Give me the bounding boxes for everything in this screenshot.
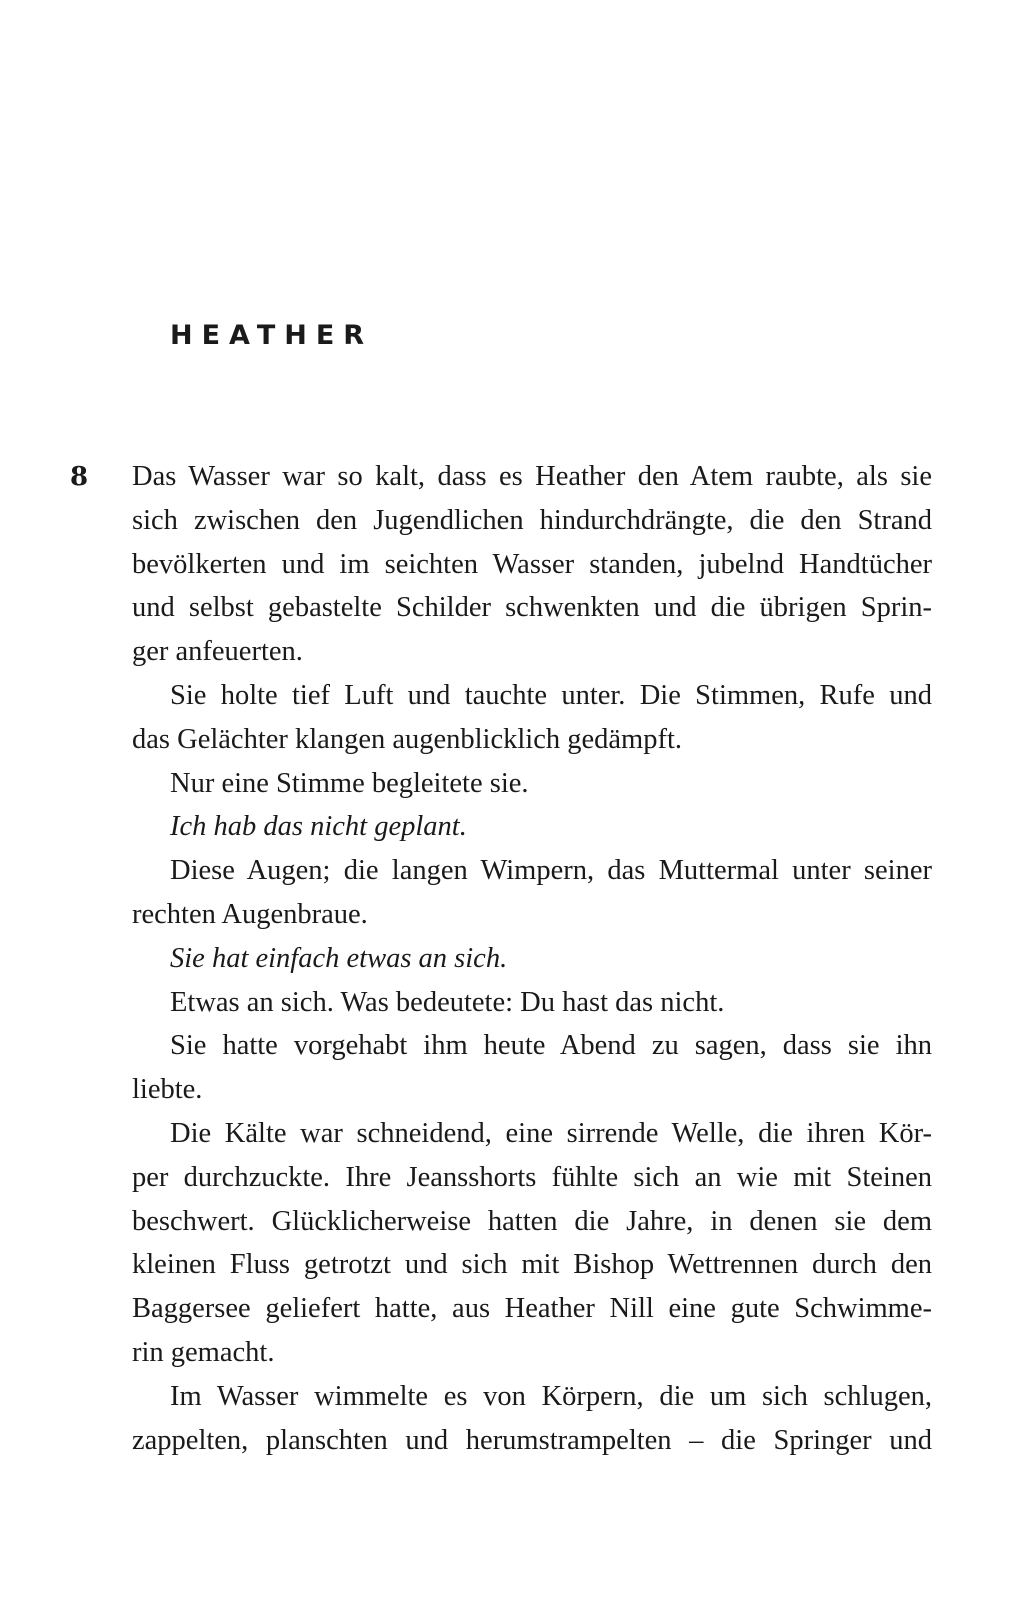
- text-line: rin gemacht.: [132, 1336, 275, 1368]
- text-line: Das Wasser war so kalt, dass es Heather den Atem raubte, als sie: [132, 461, 932, 492]
- text-line: beschwert. Glücklicherweise hatten die Jahre, in denen sie dem: [132, 1205, 932, 1237]
- text-line: Sie hatte vorgehabt ihm heute Abend zu sagen, dass sie ihn: [170, 1030, 932, 1062]
- text-line: sich zwischen den Jugendlichen hindurchdrängte, die den Strand: [132, 504, 932, 536]
- body-text: [132, 455, 932, 1462]
- text-line: Diese Augen; die langen Wimpern, das Muttermal unter seiner: [170, 855, 932, 887]
- text-line: Im Wasser wimmelte es von Körpern, die um sich schlugen,: [170, 1380, 932, 1412]
- text-line: und selbst gebastelte Schilder schwenkten und die übrigen Sprin-: [132, 592, 932, 624]
- text-line: liebte.: [132, 1074, 203, 1106]
- text-line: zappelten, planschten und herumstrampelten – die Springer und: [132, 1424, 932, 1456]
- chapter-title: HEATHER: [170, 320, 374, 351]
- text-line: Die Kälte war schneidend, eine sirrende Welle, die ihren Kör-: [170, 1117, 932, 1149]
- text-line: Sie holte tief Luft und tauchte unter. Die Stimmen, Rufe und: [170, 679, 932, 711]
- text-line: Baggersee geliefert hatte, aus Heather Nill eine gute Schwimme-: [132, 1293, 932, 1325]
- text-line: per durchzuckte. Ihre Jeansshorts fühlte sich an wie mit Steinen: [132, 1161, 932, 1193]
- text-line: Nur eine Stimme begleitete sie.: [170, 767, 529, 799]
- text-line: kleinen Fluss getrotzt und sich mit Bishop Wettrennen durch den: [132, 1249, 932, 1281]
- text-line: das Gelächter klangen augenblicklich gedämpft.: [132, 723, 682, 755]
- text-line: rechten Augenbraue.: [132, 898, 368, 930]
- text-line: bevölkerten und im seichten Wasser standen, jubelnd Handtücher: [132, 548, 932, 580]
- page-number: 8: [70, 462, 89, 492]
- text-line: ger anfeuerten.: [132, 636, 303, 668]
- text-line: Etwas an sich. Was bedeutete: Du hast das nicht.: [170, 986, 725, 1018]
- text-line: Sie hat einfach etwas an sich.: [170, 942, 508, 974]
- text-line: Ich hab das nicht geplant.: [170, 811, 467, 843]
